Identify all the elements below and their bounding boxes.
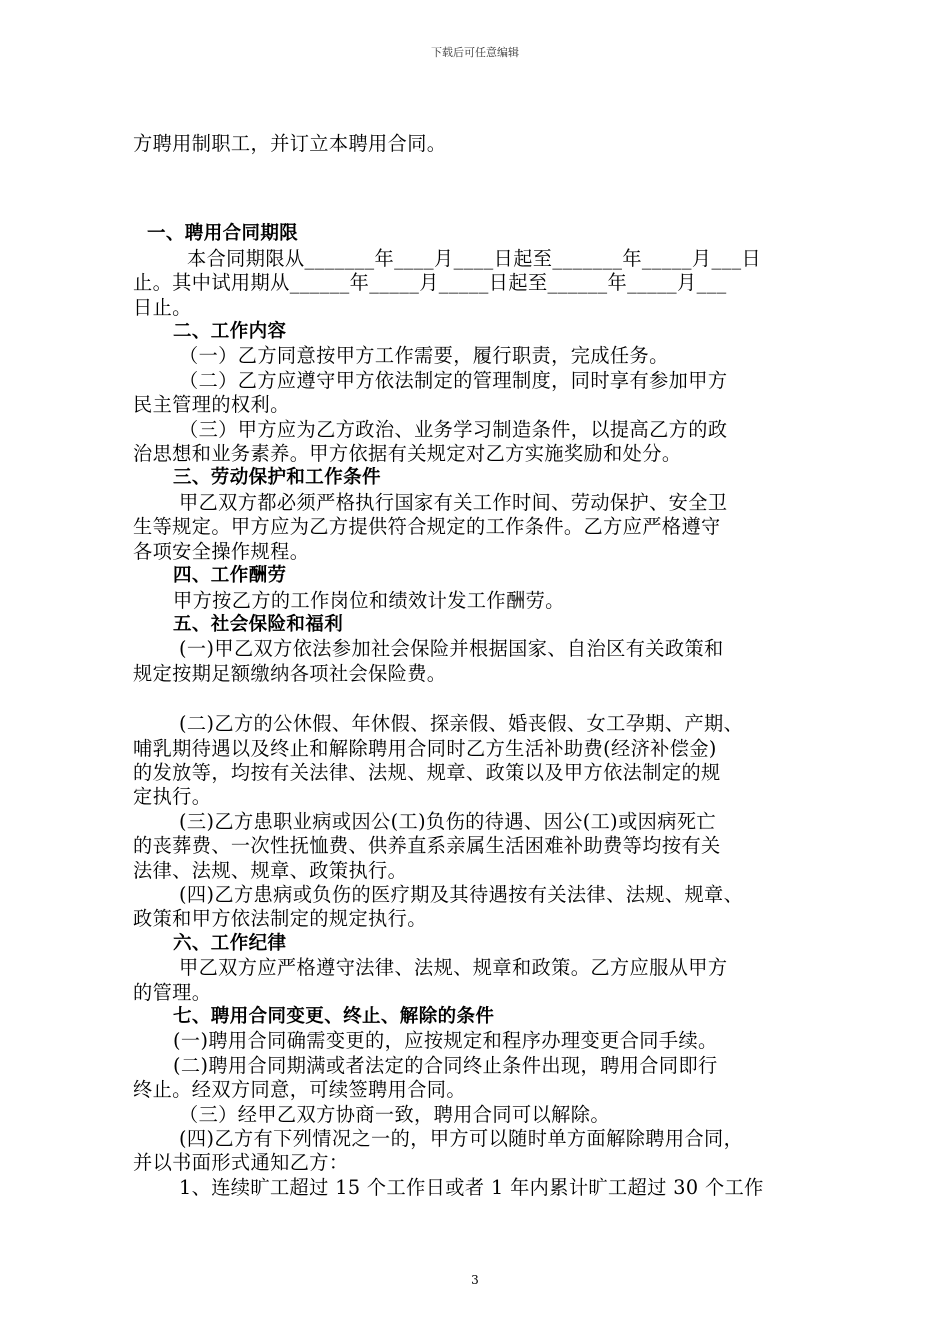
paragraph-line: 甲方按乙方的工作岗位和绩效计发工作酬劳。 <box>173 588 565 612</box>
paragraph-line: (一)聘用合同确需变更的，应按规定和程序办理变更合同手续。 <box>173 1029 718 1053</box>
paragraph-line: （一）乙方同意按甲方工作需要，履行职责，完成任务。 <box>179 344 669 368</box>
paragraph-line: (一)甲乙双方依法参加社会保险并根据国家、自治区有关政策和 <box>179 637 724 661</box>
paragraph-line: 政策和甲方依法制定的规定执行。 <box>133 907 427 931</box>
paragraph-line: 民主管理的权利。 <box>133 393 290 417</box>
section-heading: 六、工作纪律 <box>173 932 287 954</box>
paragraph-line: 治思想和业务素养。甲方依据有关规定对乙方实施奖励和处分。 <box>133 442 682 466</box>
section-heading: 七、聘用合同变更、终止、解除的条件 <box>173 1006 495 1027</box>
paragraph-line: 哺乳期待遇以及终止和解除聘用合同时乙方生活补助费(经济补偿金) <box>133 736 717 760</box>
paragraph-line: 甲乙双方都必须严格执行国家有关工作时间、劳动保护、安全卫 <box>179 490 728 514</box>
paragraph-line: 的发放等，均按有关法律、法规、规章、政策以及甲方依法制定的规 <box>133 760 721 784</box>
paragraph-line: 定执行。 <box>133 785 212 809</box>
paragraph-line: 的管理。 <box>133 980 212 1004</box>
paragraph-line: 的丧葬费、一次性抚恤费、供养直系亲属生活困难补助费等均按有关 <box>133 834 721 858</box>
document-body <box>133 132 823 1200</box>
paragraph-line: （二）乙方应遵守甲方依法制定的管理制度，同时享有参加甲方 <box>179 368 728 392</box>
section-heading: 一、聘用合同期限 <box>147 223 299 245</box>
paragraph-line: 各项安全操作规程。 <box>133 539 310 563</box>
paragraph-line: (四)乙方有下列情况之一的，甲方可以随时单方面解除聘用合同， <box>179 1127 744 1151</box>
page-header-note: 下载后可任意编辑 <box>431 46 519 59</box>
paragraph-line: 1、连续旷工超过 15 个工作日或者 1 年内累计旷工超过 30 个工作 <box>179 1175 764 1199</box>
paragraph-line: 日止。 <box>133 295 192 319</box>
section-heading: 四、工作酬劳 <box>173 565 287 587</box>
page-number: 3 <box>471 1273 479 1287</box>
section-heading: 五、社会保险和福利 <box>173 613 344 635</box>
paragraph-line: 法律、法规、规章、政策执行。 <box>133 858 408 882</box>
paragraph-line: 本合同期限从_______年____月____日起至_______年_____月___日 <box>187 246 762 270</box>
paragraph-line: 方聘用制职工，并订立本聘用合同。 <box>133 132 447 155</box>
section-heading: 三、劳动保护和工作条件 <box>173 467 381 489</box>
section-heading: 二、工作内容 <box>173 321 287 343</box>
paragraph-line: （三）甲方应为乙方政治、业务学习制造条件，以提高乙方的政 <box>179 417 728 441</box>
paragraph-line: 规定按期足额缴纳各项社会保险费。 <box>133 661 447 685</box>
paragraph-line: (四)乙方患病或负伤的医疗期及其待遇按有关法律、法规、规章、 <box>179 882 744 906</box>
paragraph-line: （三）经甲乙双方协商一致，聘用合同可以解除。 <box>179 1102 610 1126</box>
paragraph-line: 终止。经双方同意，可续签聘用合同。 <box>133 1078 466 1102</box>
paragraph-line: 生等规定。甲方应为乙方提供符合规定的工作条件。乙方应严格遵守 <box>133 515 721 539</box>
paragraph-line: (三)乙方患职业病或因公(工)负伤的待遇、因公(工)或因病死亡 <box>179 809 717 833</box>
paragraph-line: 甲乙双方应严格遵守法律、法规、规章和政策。乙方应服从甲方 <box>179 956 728 980</box>
paragraph-line: 止。其中试用期从______年_____月_____日起至______年_____月___ <box>133 271 727 295</box>
paragraph-line: (二)乙方的公休假、年休假、探亲假、婚丧假、女工孕期、产期、 <box>179 712 744 736</box>
paragraph-line: (二)聘用合同期满或者法定的合同终止条件出现，聘用合同即行 <box>173 1053 718 1077</box>
paragraph-line: 并以书面形式通知乙方： <box>133 1151 349 1175</box>
